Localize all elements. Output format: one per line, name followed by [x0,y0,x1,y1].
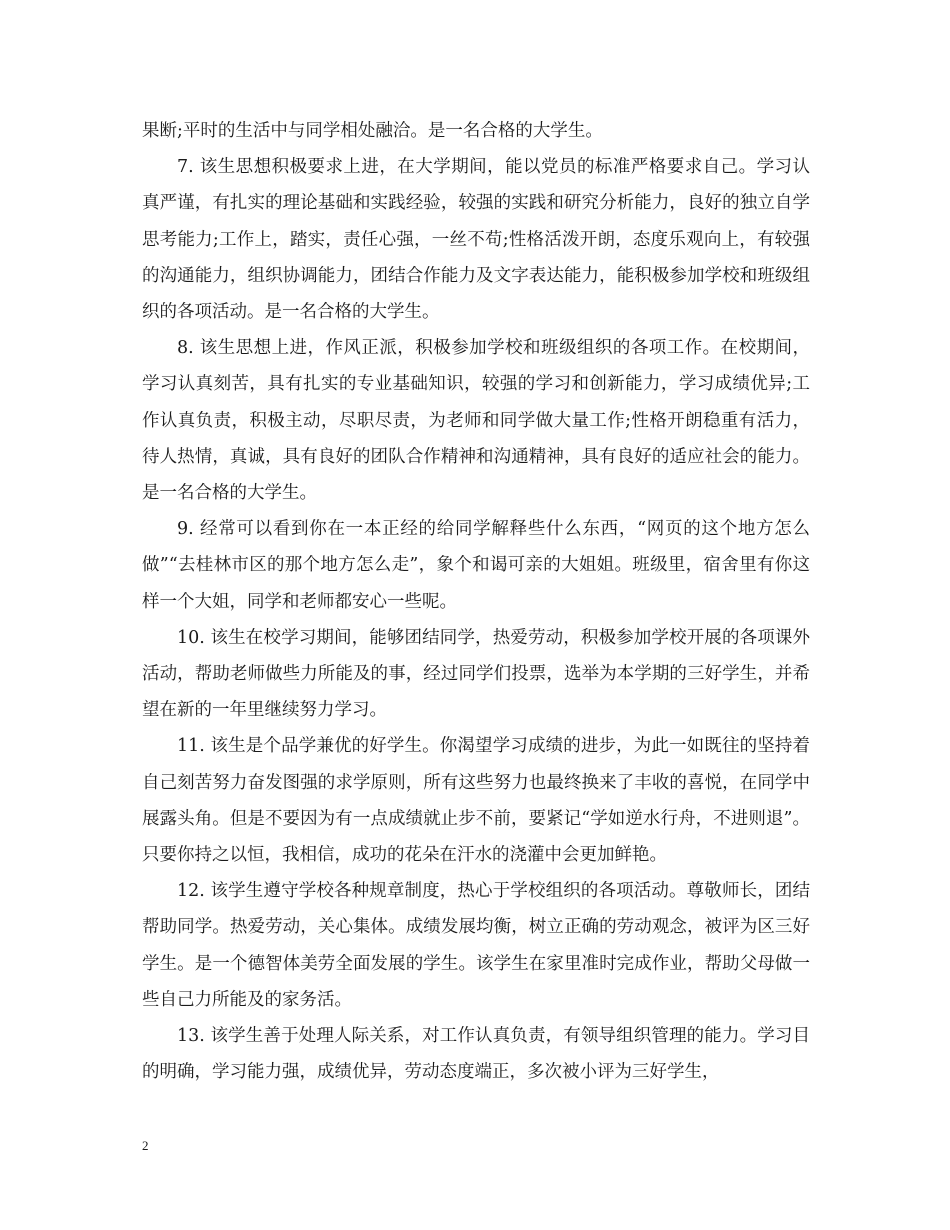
document-body [142,113,810,1090]
page-number: 2 [142,1138,149,1153]
paragraph-item-13: 13. 该学生善于处理人际关系，对工作认真负责，有领导组织管理的能力。学习目的明确，学习能力强，成绩优异，劳动态度端正，多次被小评为三好学生， [142,1026,810,1083]
paragraph-item-11: 11. 该生是个品学兼优的好学生。你渴望学习成绩的进步，为此一如既往的坚持着自己刻苦努力奋发图强的求学原则，所有这些努力也最终换来了丰收的喜悦，在同学中展露头角。但是不要因为有一点成绩就止步不前，要紧记“学如逆水行舟，不进则退”。只要你持之以恒，我相信，成功的花朵在汗水的浇灌中会更加鲜艳。 [142,736,810,866]
paragraph-item-7: 7. 该生思想积极要求上进，在大学期间，能以党员的标准严格要求自己。学习认真严谨，有扎实的理论基础和实践经验，较强的实践和研究分析能力，良好的独立自学思考能力;工作上，踏实，责任心强，一丝不苟;性格活泼开朗，态度乐观向上，有较强的沟通能力，组织协调能力，团结合作能力及文字表达能力，能积极参加学校和班级组织的各项活动。是一名合格的大学生。 [142,157,810,323]
paragraph-item-8: 8. 该生思想上进，作风正派，积极参加学校和班级组织的各项工作。在校期间，学习认真刻苦，具有扎实的专业基础知识，较强的学习和创新能力，学习成绩优异;工作认真负责，积极主动，尽职尽责，为老师和同学做大量工作;性格开朗稳重有活力，待人热情，真诚，具有良好的团队合作精神和沟通精神，具有良好的适应社会的能力。是一名合格的大学生。 [142,338,810,504]
paragraph-item-12: 12. 该学生遵守学校各种规章制度，热心于学校组织的各项活动。尊敬师长，团结帮助同学。热爱劳动，关心集体。成绩发展均衡，树立正确的劳动观念，被评为区三好学生。是一个德智体美劳全面发展的学生。该学生在家里准时完成作业，帮助父母做一些自己力所能及的家务活。 [142,881,810,1010]
paragraph-item-10: 10. 该生在校学习期间，能够团结同学，热爱劳动，积极参加学校开展的各项课外活动，帮助老师做些力所能及的事，经过同学们投票，选举为本学期的三好学生，并希望在新的一年里继续努力学习。 [142,627,810,721]
paragraph-item-9: 9. 经常可以看到你在一本正经的给同学解释些什么东西，“网页的这个地方怎么做”“去桂林市区的那个地方怎么走”，象个和谒可亲的大姐姐。班级里，宿舍里有你这样一个大姐，同学和老师都安心一些呢。 [142,519,810,612]
paragraph-continuation: 果断;平时的生活中与同学相处融洽。是一名合格的大学生。 [142,121,603,141]
